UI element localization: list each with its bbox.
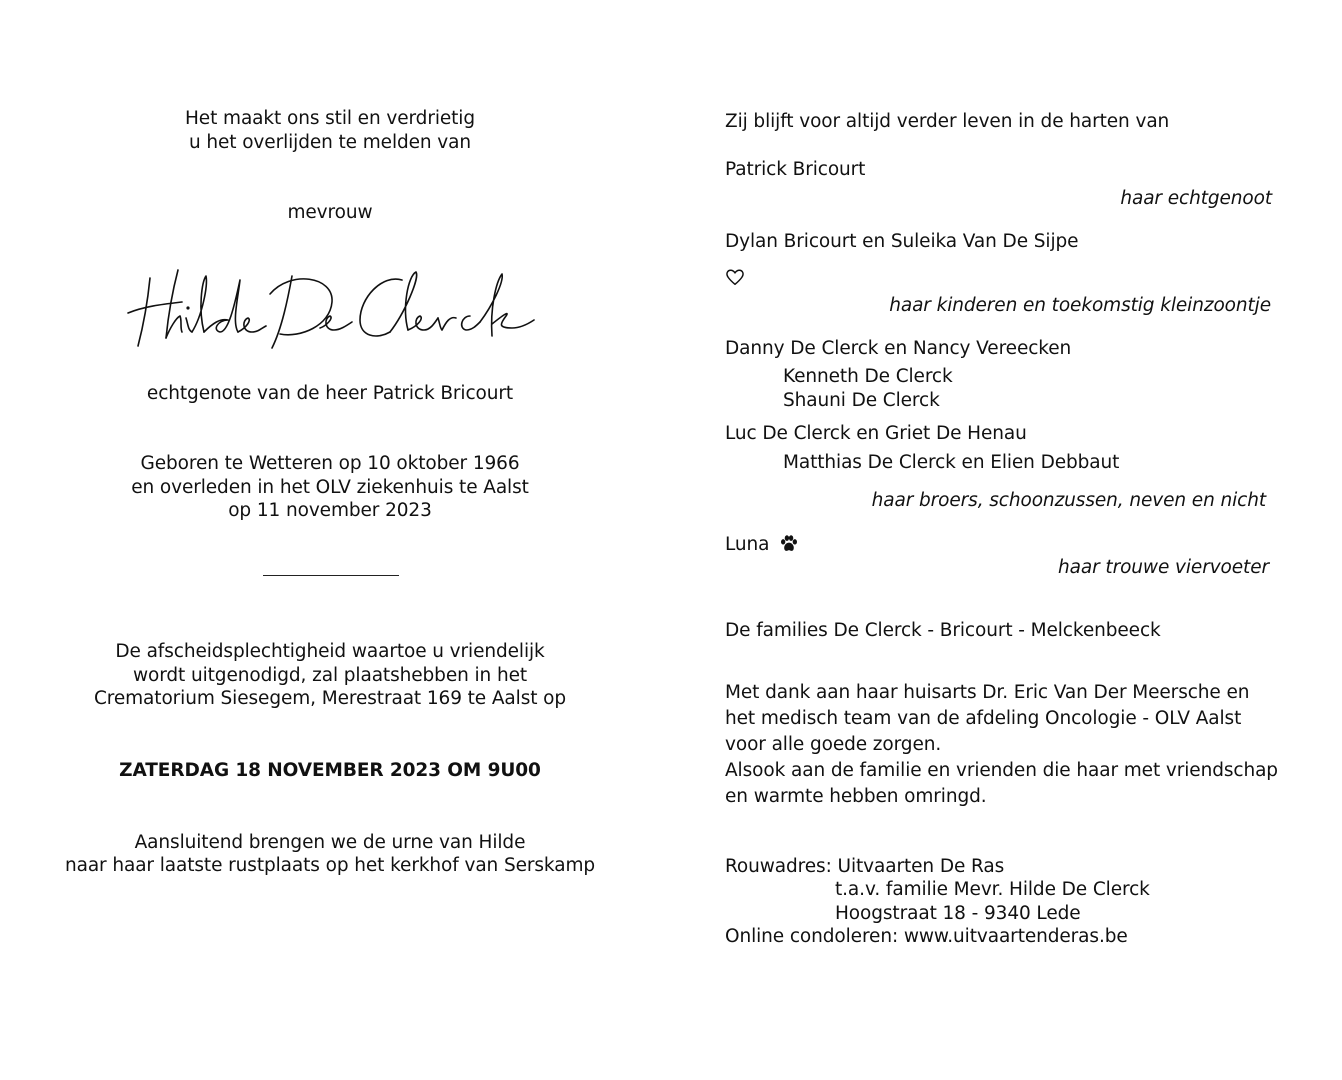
section-divider bbox=[263, 575, 399, 576]
ceremony-date: ZATERDAG 18 NOVEMBER 2023 OM 9U00 bbox=[119, 760, 541, 781]
husband-role: haar echtgenoot bbox=[1120, 188, 1272, 209]
pet-name: Luna bbox=[725, 534, 770, 555]
remembrance-heading: Zij blijft voor altijd verder leven in de harten van bbox=[725, 111, 1170, 132]
spouse-line: echtgenote van de heer Patrick Bricourt bbox=[146, 383, 514, 404]
ceremony-line-3: Crematorium Siesegem, Merestraat 169 te Aalst op bbox=[93, 688, 567, 709]
husband-name: Patrick Bricourt bbox=[725, 159, 866, 180]
address-label: Rouwadres: Uitvaarten De Ras bbox=[725, 856, 1005, 877]
sibling-1-child-1: Kenneth De Clerck bbox=[783, 366, 953, 387]
heart-outline-icon bbox=[725, 268, 745, 286]
birth-line-3: op 11 november 2023 bbox=[228, 500, 432, 521]
siblings-role: haar broers, schoonzussen, neven en nicht bbox=[871, 490, 1266, 511]
left-page bbox=[40, 0, 620, 1080]
thanks-line-4: Alsook aan de familie en vrienden die haar met vriendschap bbox=[725, 760, 1278, 781]
ceremony-line-1: De afscheidsplechtigheid waartoe u vriendelijk bbox=[115, 641, 545, 662]
thanks-paragraph bbox=[725, 680, 1278, 810]
sibling-2-child-1: Matthias De Clerck en Elien Debbaut bbox=[783, 452, 1120, 473]
intro-line-2: u het overlijden te melden van bbox=[188, 132, 472, 153]
thanks-line-3: voor alle goede zorgen. bbox=[725, 734, 942, 755]
families-line: De families De Clerck - Bricourt - Melckenbeeck bbox=[725, 620, 1161, 641]
paw-icon bbox=[779, 534, 799, 553]
birth-line-1: Geboren te Wetteren op 10 oktober 1966 bbox=[140, 453, 520, 474]
address-line-2: t.a.v. familie Mevr. Hilde De Clerck bbox=[835, 879, 1150, 900]
pet-row bbox=[725, 533, 799, 557]
address-line-3: Hoogstraat 18 - 9340 Lede bbox=[835, 903, 1081, 924]
urn-line-1: Aansluitend brengen we de urne van Hilde bbox=[134, 832, 526, 853]
pet-role: haar trouwe viervoeter bbox=[1058, 557, 1269, 578]
sibling-2: Luc De Clerck en Griet De Henau bbox=[725, 423, 1027, 444]
children-role: haar kinderen en toekomstig kleinzoontje bbox=[889, 295, 1271, 316]
ceremony-line-2: wordt uitgenodigd, zal plaatshebben in het bbox=[132, 665, 528, 686]
sibling-1: Danny De Clerck en Nancy Vereecken bbox=[725, 338, 1072, 359]
thanks-line-2: het medisch team van de afdeling Oncologie - OLV Aalst bbox=[725, 708, 1242, 729]
children-names: Dylan Bricourt en Suleika Van De Sijpe bbox=[725, 231, 1079, 252]
heart-row bbox=[725, 265, 745, 289]
online-condolences: Online condoleren: www.uitvaartenderas.be bbox=[725, 926, 1128, 947]
sibling-1-child-2: Shauni De Clerck bbox=[783, 390, 940, 411]
intro-line-1: Het maakt ons stil en verdrietig bbox=[185, 108, 475, 129]
thanks-line-5: en warmte hebben omringd. bbox=[725, 786, 987, 807]
urn-line-2: naar haar laatste rustplaats op het kerkhof van Serskamp bbox=[64, 855, 596, 876]
thanks-line-1: Met dank aan haar huisarts Dr. Eric Van Der Meersche en bbox=[725, 682, 1250, 703]
deceased-name-script bbox=[120, 258, 540, 358]
title-word: mevrouw bbox=[287, 202, 373, 223]
birth-line-2: en overleden in het OLV ziekenhuis te Aalst bbox=[131, 477, 529, 498]
